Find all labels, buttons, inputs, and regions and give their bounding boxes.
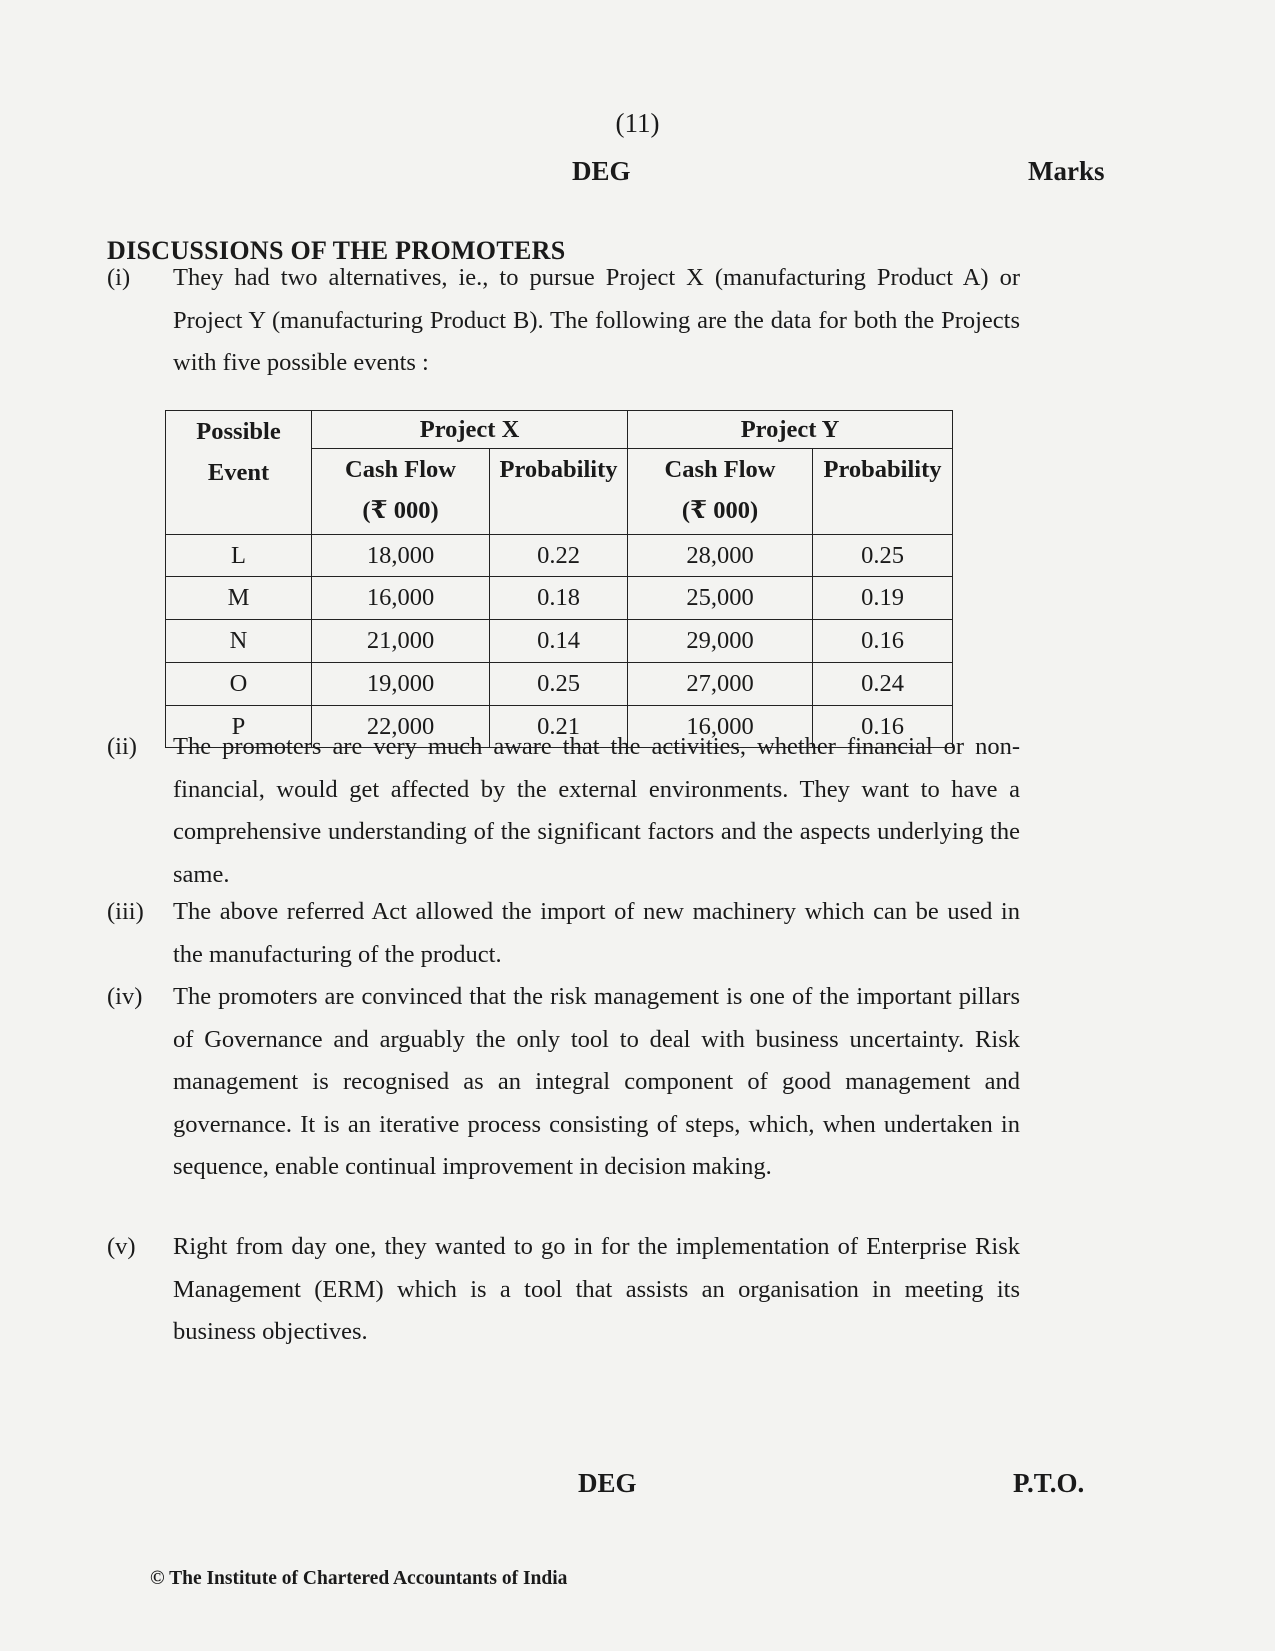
x-cash-flow-cell: 19,000 xyxy=(312,663,490,706)
y-probability-cell: 0.16 xyxy=(813,706,953,748)
item-text: They had two alternatives, ie., to pursue Project X (manufacturing Product A) or Project Y (manufacturing Product B). The following are the data for both the Projects with five possible events : xyxy=(173,264,1020,376)
header-code: DEG xyxy=(572,156,631,186)
y-cash-flow-cell: 27,000 xyxy=(628,663,813,706)
event-cell: O xyxy=(166,663,312,706)
item-text: The promoters are very much aware that the activities, whether financial or non-financial, would get affected by the external environments. They want to have a comprehensive understanding of the significant factors and the aspects underlying the same. xyxy=(173,733,1020,888)
event-cell: P xyxy=(166,706,312,748)
section-heading: DISCUSSIONS OF THE PROMOTERS xyxy=(107,236,566,265)
y-cash-flow-header: Cash Flow (₹ 000) xyxy=(628,449,813,535)
list-item xyxy=(107,1226,1020,1354)
item-number: (iv) xyxy=(107,983,143,1010)
event-header: Possible Event xyxy=(166,411,312,535)
table-row xyxy=(166,620,953,663)
event-cell: N xyxy=(166,620,312,663)
x-probability-header: Probability xyxy=(490,449,628,535)
x-cash-flow-cell: 16,000 xyxy=(312,577,490,620)
page-number: (11) xyxy=(615,108,660,138)
y-cash-flow-cell: 25,000 xyxy=(628,577,813,620)
x-probability-cell: 0.21 xyxy=(490,706,628,748)
table-row xyxy=(166,663,953,706)
marks-label: Marks xyxy=(1028,156,1105,186)
list-item xyxy=(107,891,1020,976)
table-row xyxy=(166,535,953,577)
item-text: Right from day one, they wanted to go in for the implementation of Enterprise Risk Management (ERM) which is a tool that assists an organisation in meeting its business objectives. xyxy=(173,1233,1020,1345)
x-cash-flow-header: Cash Flow (₹ 000) xyxy=(312,449,490,535)
footer-code: DEG xyxy=(578,1468,637,1498)
y-probability-cell: 0.25 xyxy=(813,535,953,577)
y-cash-flow-cell: 28,000 xyxy=(628,535,813,577)
y-probability-cell: 0.19 xyxy=(813,577,953,620)
project-x-header: Project X xyxy=(312,411,628,449)
y-probability-cell: 0.24 xyxy=(813,663,953,706)
item-text: The promoters are convinced that the risk management is one of the important pillars of Governance and arguably the only tool to deal with business uncertainty. Risk management is recognised as an integral component of good management and governance. It is an iterative process consisting of steps, which, when undertaken in sequence, enable continual improvement in decision making. xyxy=(173,983,1020,1180)
footer-pto: P.T.O. xyxy=(1013,1468,1085,1498)
event-cell: M xyxy=(166,577,312,620)
y-probability-cell: 0.16 xyxy=(813,620,953,663)
x-probability-cell: 0.14 xyxy=(490,620,628,663)
x-cash-flow-cell: 21,000 xyxy=(312,620,490,663)
project-y-header: Project Y xyxy=(628,411,953,449)
project-data-table xyxy=(165,410,953,748)
list-item xyxy=(107,976,1020,1189)
event-cell: L xyxy=(166,535,312,577)
list-item xyxy=(107,257,1020,385)
table-row xyxy=(166,577,953,620)
x-cash-flow-cell: 18,000 xyxy=(312,535,490,577)
y-cash-flow-cell: 29,000 xyxy=(628,620,813,663)
y-probability-header: Probability xyxy=(813,449,953,535)
x-probability-cell: 0.22 xyxy=(490,535,628,577)
item-number: (ii) xyxy=(107,733,137,760)
x-probability-cell: 0.25 xyxy=(490,663,628,706)
item-number: (iii) xyxy=(107,898,144,925)
item-number: (v) xyxy=(107,1233,136,1260)
copyright-notice: © The Institute of Chartered Accountants of India xyxy=(150,1568,568,1589)
x-cash-flow-cell: 22,000 xyxy=(312,706,490,748)
list-item xyxy=(107,726,1020,896)
y-cash-flow-cell: 16,000 xyxy=(628,706,813,748)
item-text: The above referred Act allowed the import of new machinery which can be used in the manufacturing of the product. xyxy=(173,898,1020,968)
item-number: (i) xyxy=(107,264,131,291)
x-probability-cell: 0.18 xyxy=(490,577,628,620)
